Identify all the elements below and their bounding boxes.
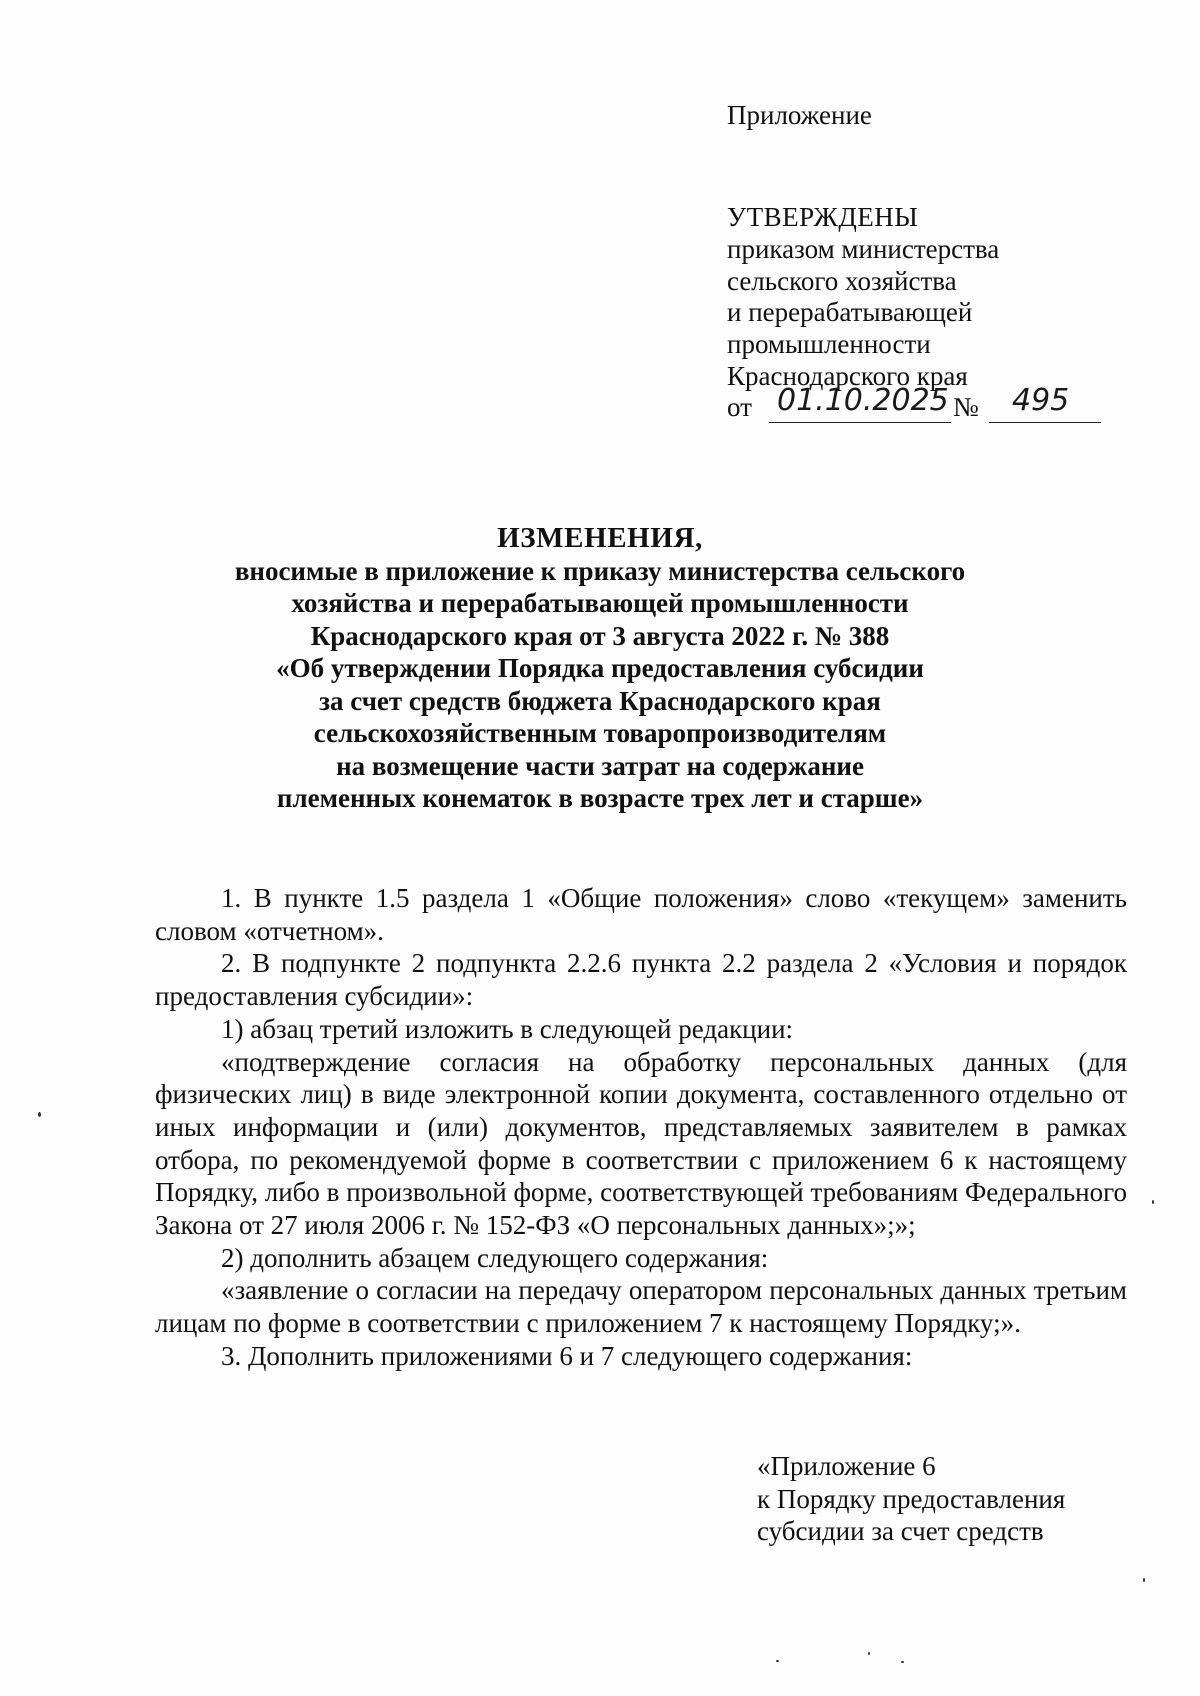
title-line: сельскохозяйственным товаропроизводителям: [313, 718, 887, 748]
body-paragraph: 2) дополнить абзацем следующего содержания:: [221, 1242, 769, 1273]
title-line: на возмещение части затрат на содержание: [336, 750, 864, 781]
title-line: хозяйства и перерабатывающей промышленности: [291, 588, 909, 618]
body-paragraph: 3. Дополнить приложениями 6 и 7 следующего содержания:: [221, 1340, 913, 1371]
document-body: [155, 882, 1127, 1373]
handwritten-number: 495: [1012, 383, 1070, 418]
appendix-line: «Приложение 6: [757, 1451, 936, 1481]
scan-speck: [1143, 1578, 1145, 1582]
title-line: за счет средств бюджета Краснодарского края: [319, 685, 881, 716]
attachment-label: Приложение: [727, 100, 872, 130]
approval-line: сельского хозяйства: [727, 265, 957, 296]
title-line: вносимые в приложение к приказу министерства сельского: [234, 555, 966, 586]
scan-speck: [1152, 1200, 1154, 1204]
document-title: [150, 522, 1050, 815]
approval-line: приказом министерства: [727, 233, 1000, 264]
scan-speck: [901, 1661, 904, 1663]
appendix-line: субсидии за счет средств: [757, 1516, 1044, 1547]
approval-line: Краснодарского края: [727, 360, 968, 391]
title-line: племенных конематок в возрасте трех лет и старше»: [276, 783, 924, 813]
approved-label: УТВЕРЖДЕНЫ: [727, 202, 919, 232]
approval-block: [727, 202, 1127, 393]
title-line: Краснодарского края от 3 августа 2022 г. № 388: [310, 620, 890, 651]
scan-speck: [38, 1112, 41, 1117]
appendix-line: к Порядку предоставления: [757, 1483, 1066, 1514]
scan-speck: [868, 1652, 870, 1655]
title-heading: ИЗМЕНЕНИЯ,: [497, 522, 703, 554]
date-underline: [769, 422, 951, 423]
title-line: «Об утверждении Порядка предоставления субсидии: [276, 653, 924, 683]
body-paragraph: 2. В подпункте 2 подпункта 2.2.6 пункта 2.2 раздела 2 «Условия и порядок предоставления субсидии»:: [155, 948, 1127, 1012]
appendix-header: [757, 1450, 1065, 1548]
date-number-row: [727, 383, 1107, 430]
handwritten-date: 01.10.2025: [777, 383, 949, 418]
number-prefix: №: [953, 392, 979, 422]
body-paragraph: «подтверждение согласия на обработку персональных данных (для физических лиц) в виде электронной копии документа, составленного отдельно от иных информации и (или) документов, представляемых заявителем в рамках отбора, по рекомендуемой форме в соответствии с приложением 6 к настоящему Порядку, либо в произвольной форме, соответствующей требованиям Федерального Закона от 27 июля 2006 г. № 152-ФЗ «О персональных данных»;»;: [155, 1046, 1127, 1241]
body-paragraph: 1. В пункте 1.5 раздела 1 «Общие положения» слово «текущем» заменить словом «отчетном».: [155, 883, 1127, 946]
approval-line: и перерабатывающей: [727, 297, 973, 328]
approval-line: промышленности: [727, 329, 931, 360]
body-paragraph: 1) абзац третий изложить в следующей редакции:: [221, 1013, 794, 1044]
date-prefix: от: [727, 392, 752, 422]
body-paragraph: «заявление о согласии на передачу оператором персональных данных третьим лицам по форме в соответствии с приложением 7 к настоящему Порядку;».: [155, 1275, 1127, 1339]
number-underline: [989, 422, 1101, 423]
scan-speck: [776, 1660, 779, 1662]
